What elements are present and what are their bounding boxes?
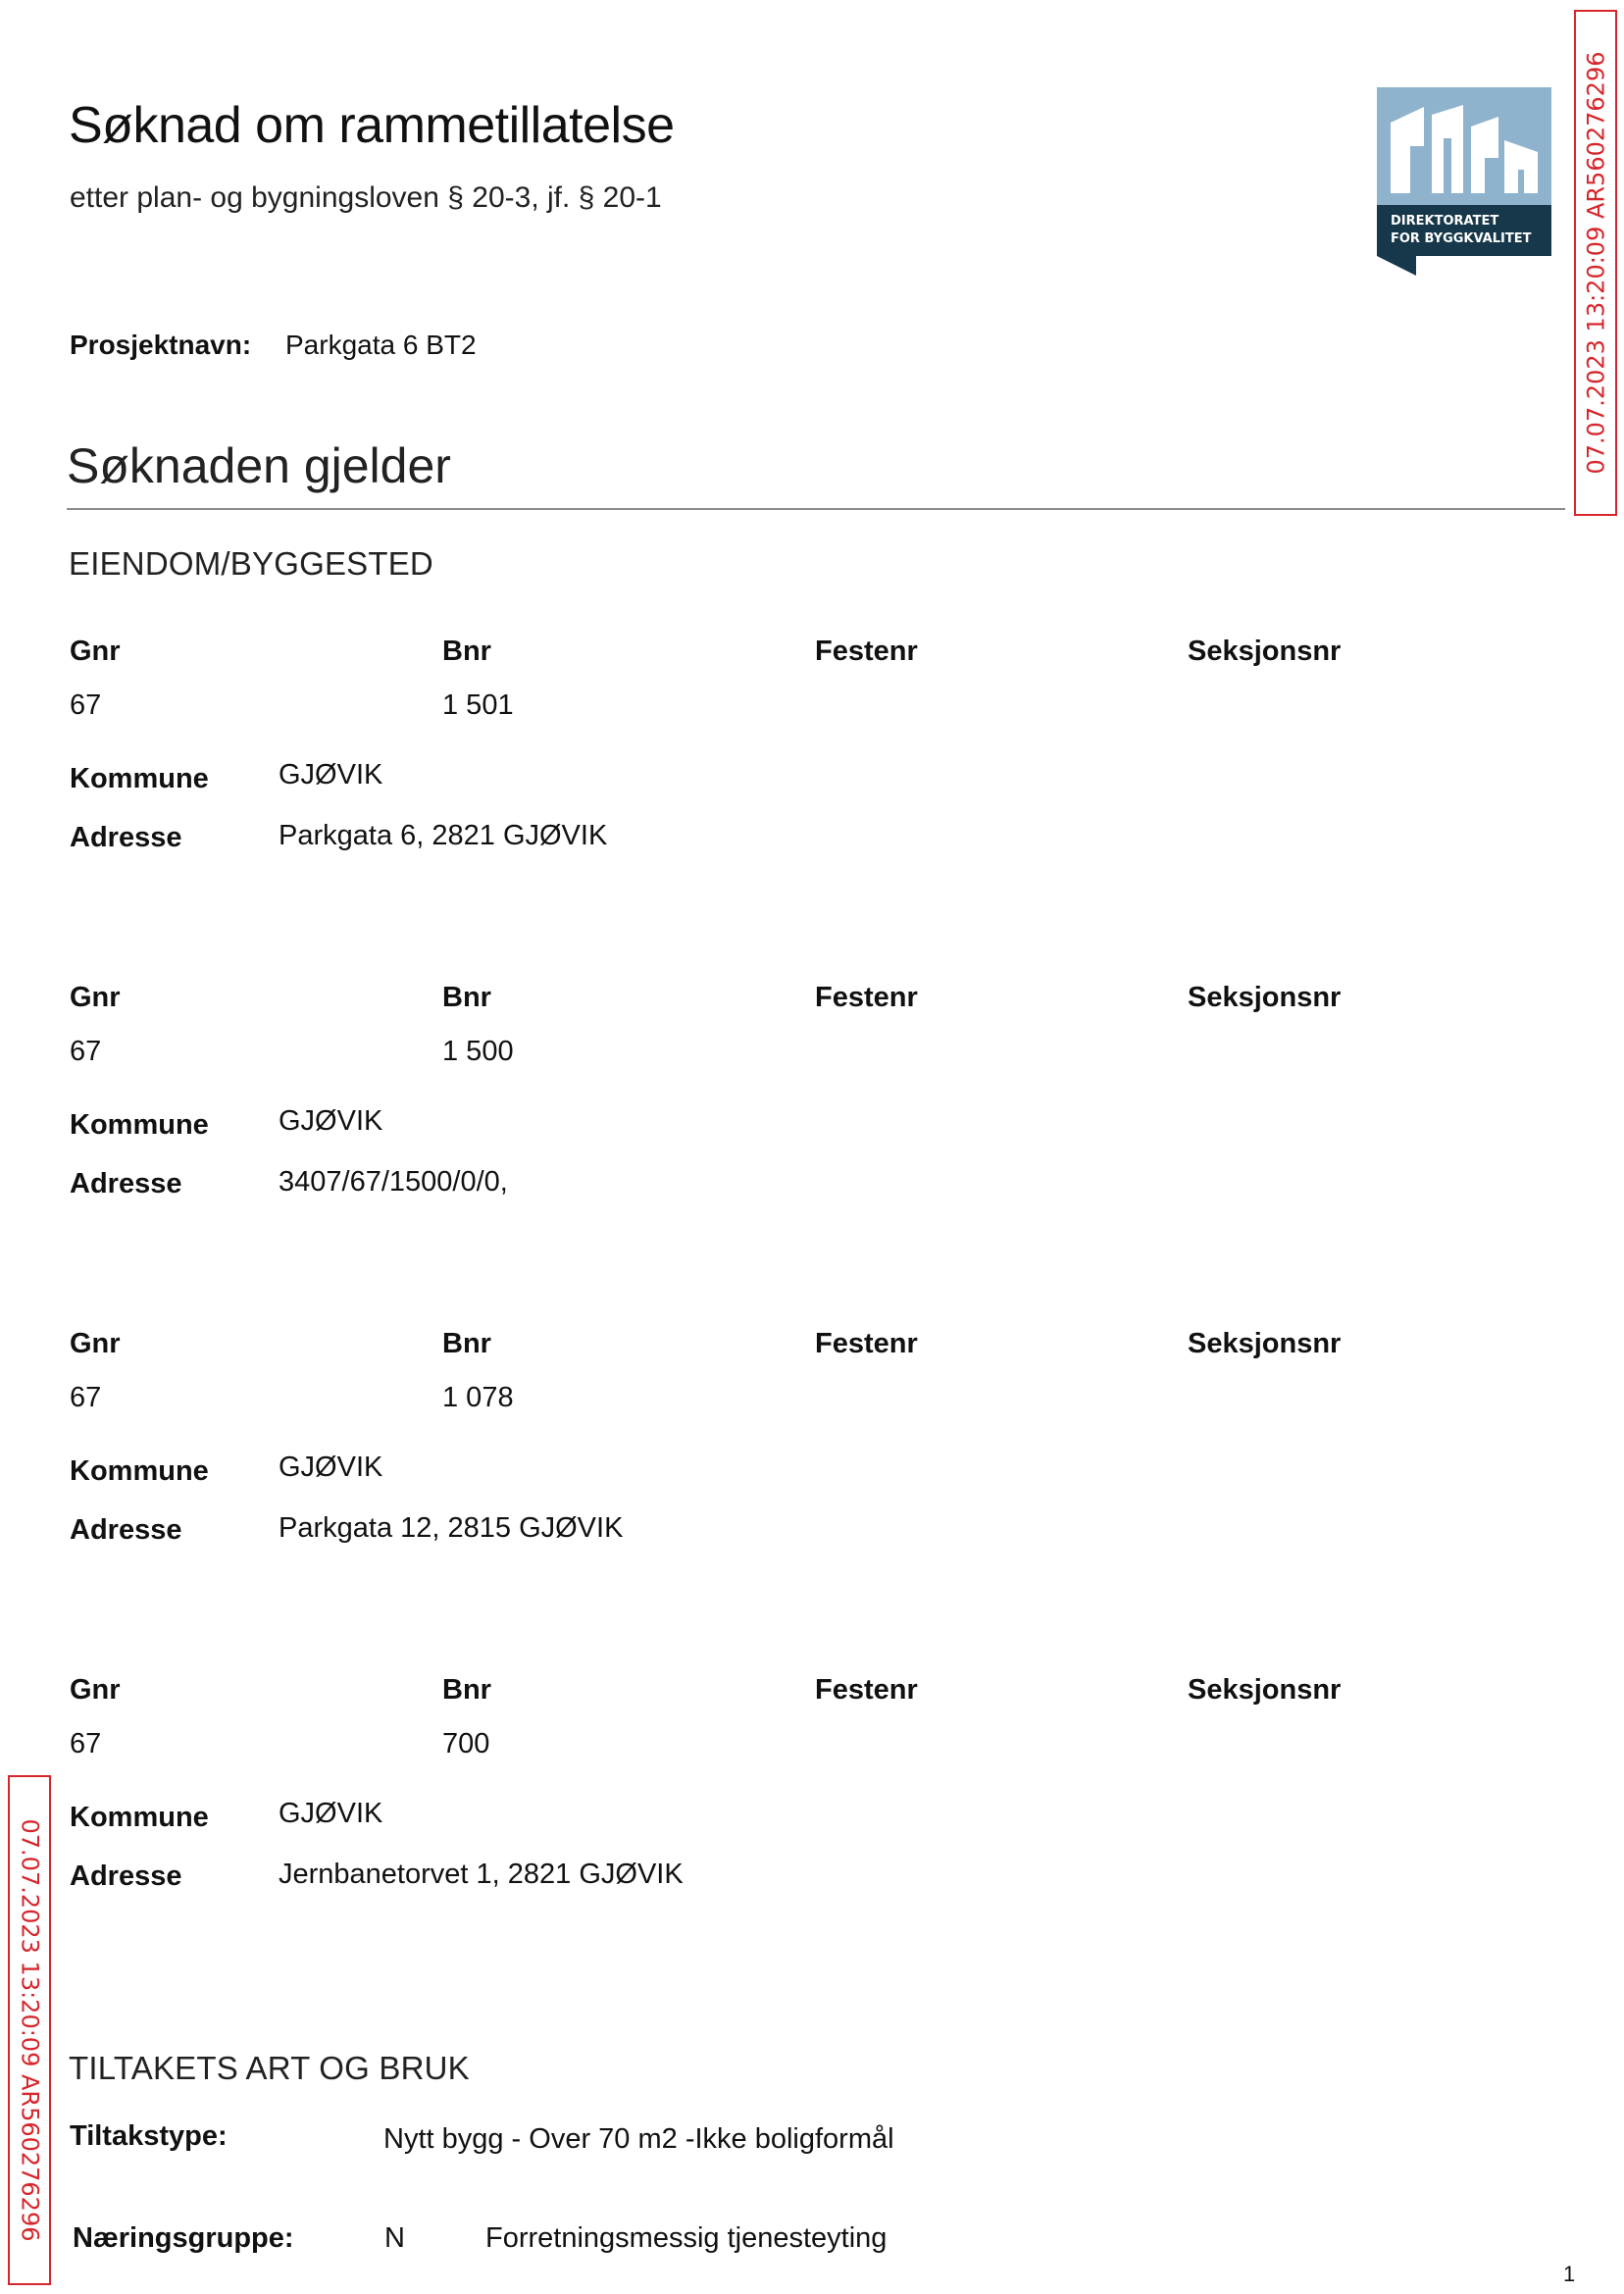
bnr-label: Bnr: [442, 982, 491, 1013]
bnr-label: Bnr: [442, 1674, 491, 1706]
gnr-value: 67: [70, 1382, 102, 1413]
project-name-value: Parkgata 6 BT2: [285, 330, 477, 360]
section-divider: [67, 508, 1565, 510]
bnr-value: 1 500: [442, 1036, 514, 1067]
adresse-label: Adresse: [70, 1168, 182, 1199]
kommune-label: Kommune: [70, 1802, 209, 1833]
document-title: Søknad om rammetillatelse: [69, 97, 675, 154]
kommune-value: GJØVIK: [279, 1105, 383, 1137]
svg-text:FOR BYGGKVALITET: FOR BYGGKVALITET: [1391, 231, 1532, 246]
document-subtitle: etter plan- og bygningsloven § 20-3, jf. § 20-1: [70, 181, 662, 214]
seksjonsnr-label: Seksjonsnr: [1188, 636, 1342, 667]
gnr-label: Gnr: [70, 1328, 121, 1359]
building-logo-icon: [1377, 87, 1551, 276]
gnr-value: 67: [70, 1728, 102, 1759]
adresse-value: Parkgata 6, 2821 GJØVIK: [279, 820, 608, 851]
adresse-label: Adresse: [70, 822, 182, 853]
property-heading: EIENDOM/BYGGESTED: [69, 545, 433, 582]
adresse-value: Parkgata 12, 2815 GJØVIK: [279, 1512, 624, 1544]
kommune-value: GJØVIK: [279, 759, 383, 790]
property-block: [0, 982, 1624, 1227]
timestamp-stamp-top-right: [1574, 10, 1617, 516]
kommune-label: Kommune: [70, 763, 209, 794]
festenr-label: Festenr: [815, 1674, 918, 1706]
naeringsgruppe-value: Forretningsmessig tjenesteyting: [485, 2222, 888, 2254]
property-block: [0, 1328, 1624, 1573]
kommune-value: GJØVIK: [279, 1452, 383, 1483]
gnr-value: 67: [70, 1036, 102, 1067]
bnr-value: 1 501: [442, 689, 514, 721]
festenr-label: Festenr: [815, 1328, 918, 1359]
section-title: Søknaden gjelder: [67, 438, 451, 493]
kommune-label: Kommune: [70, 1109, 209, 1141]
bnr-label: Bnr: [442, 1328, 491, 1359]
tiltak-heading: TILTAKETS ART OG BRUK: [69, 2050, 470, 2086]
gnr-label: Gnr: [70, 636, 121, 667]
property-block: [0, 1674, 1624, 1919]
naeringsgruppe-label: Næringsgruppe:: [73, 2222, 294, 2254]
tiltakstype-value: Nytt bygg - Over 70 m2 -Ikke boligformål: [383, 2123, 894, 2155]
bnr-label: Bnr: [442, 636, 491, 667]
stamp-text: 07.07.2023 13:20:09 AR560276296: [1582, 51, 1610, 475]
bnr-value: 700: [442, 1728, 490, 1759]
seksjonsnr-label: Seksjonsnr: [1188, 1328, 1342, 1359]
adresse-value: Jernbanetorvet 1, 2821 GJØVIK: [279, 1859, 684, 1890]
adresse-value: 3407/67/1500/0/0,: [279, 1166, 508, 1198]
svg-text:DIREKTORATET: DIREKTORATET: [1391, 214, 1499, 229]
gnr-label: Gnr: [70, 1674, 121, 1706]
stamp-text: 07.07.2023 13:20:09 AR560276296: [16, 1818, 44, 2242]
seksjonsnr-label: Seksjonsnr: [1188, 1674, 1342, 1706]
tiltakstype-label: Tiltakstype:: [70, 2120, 228, 2152]
kommune-value: GJØVIK: [279, 1798, 383, 1829]
adresse-label: Adresse: [70, 1514, 182, 1546]
page-number: 1: [1563, 2262, 1576, 2286]
seksjonsnr-label: Seksjonsnr: [1188, 982, 1342, 1013]
bnr-value: 1 078: [442, 1382, 514, 1413]
adresse-label: Adresse: [70, 1861, 182, 1892]
gnr-label: Gnr: [70, 982, 121, 1013]
kommune-label: Kommune: [70, 1455, 209, 1487]
gnr-value: 67: [70, 689, 102, 721]
festenr-label: Festenr: [815, 636, 918, 667]
project-name-label: Prosjektnavn:: [70, 330, 252, 360]
property-block: [0, 636, 1624, 881]
naeringsgruppe-code: N: [384, 2222, 405, 2254]
festenr-label: Festenr: [815, 982, 918, 1013]
dibk-logo: [1377, 87, 1551, 276]
